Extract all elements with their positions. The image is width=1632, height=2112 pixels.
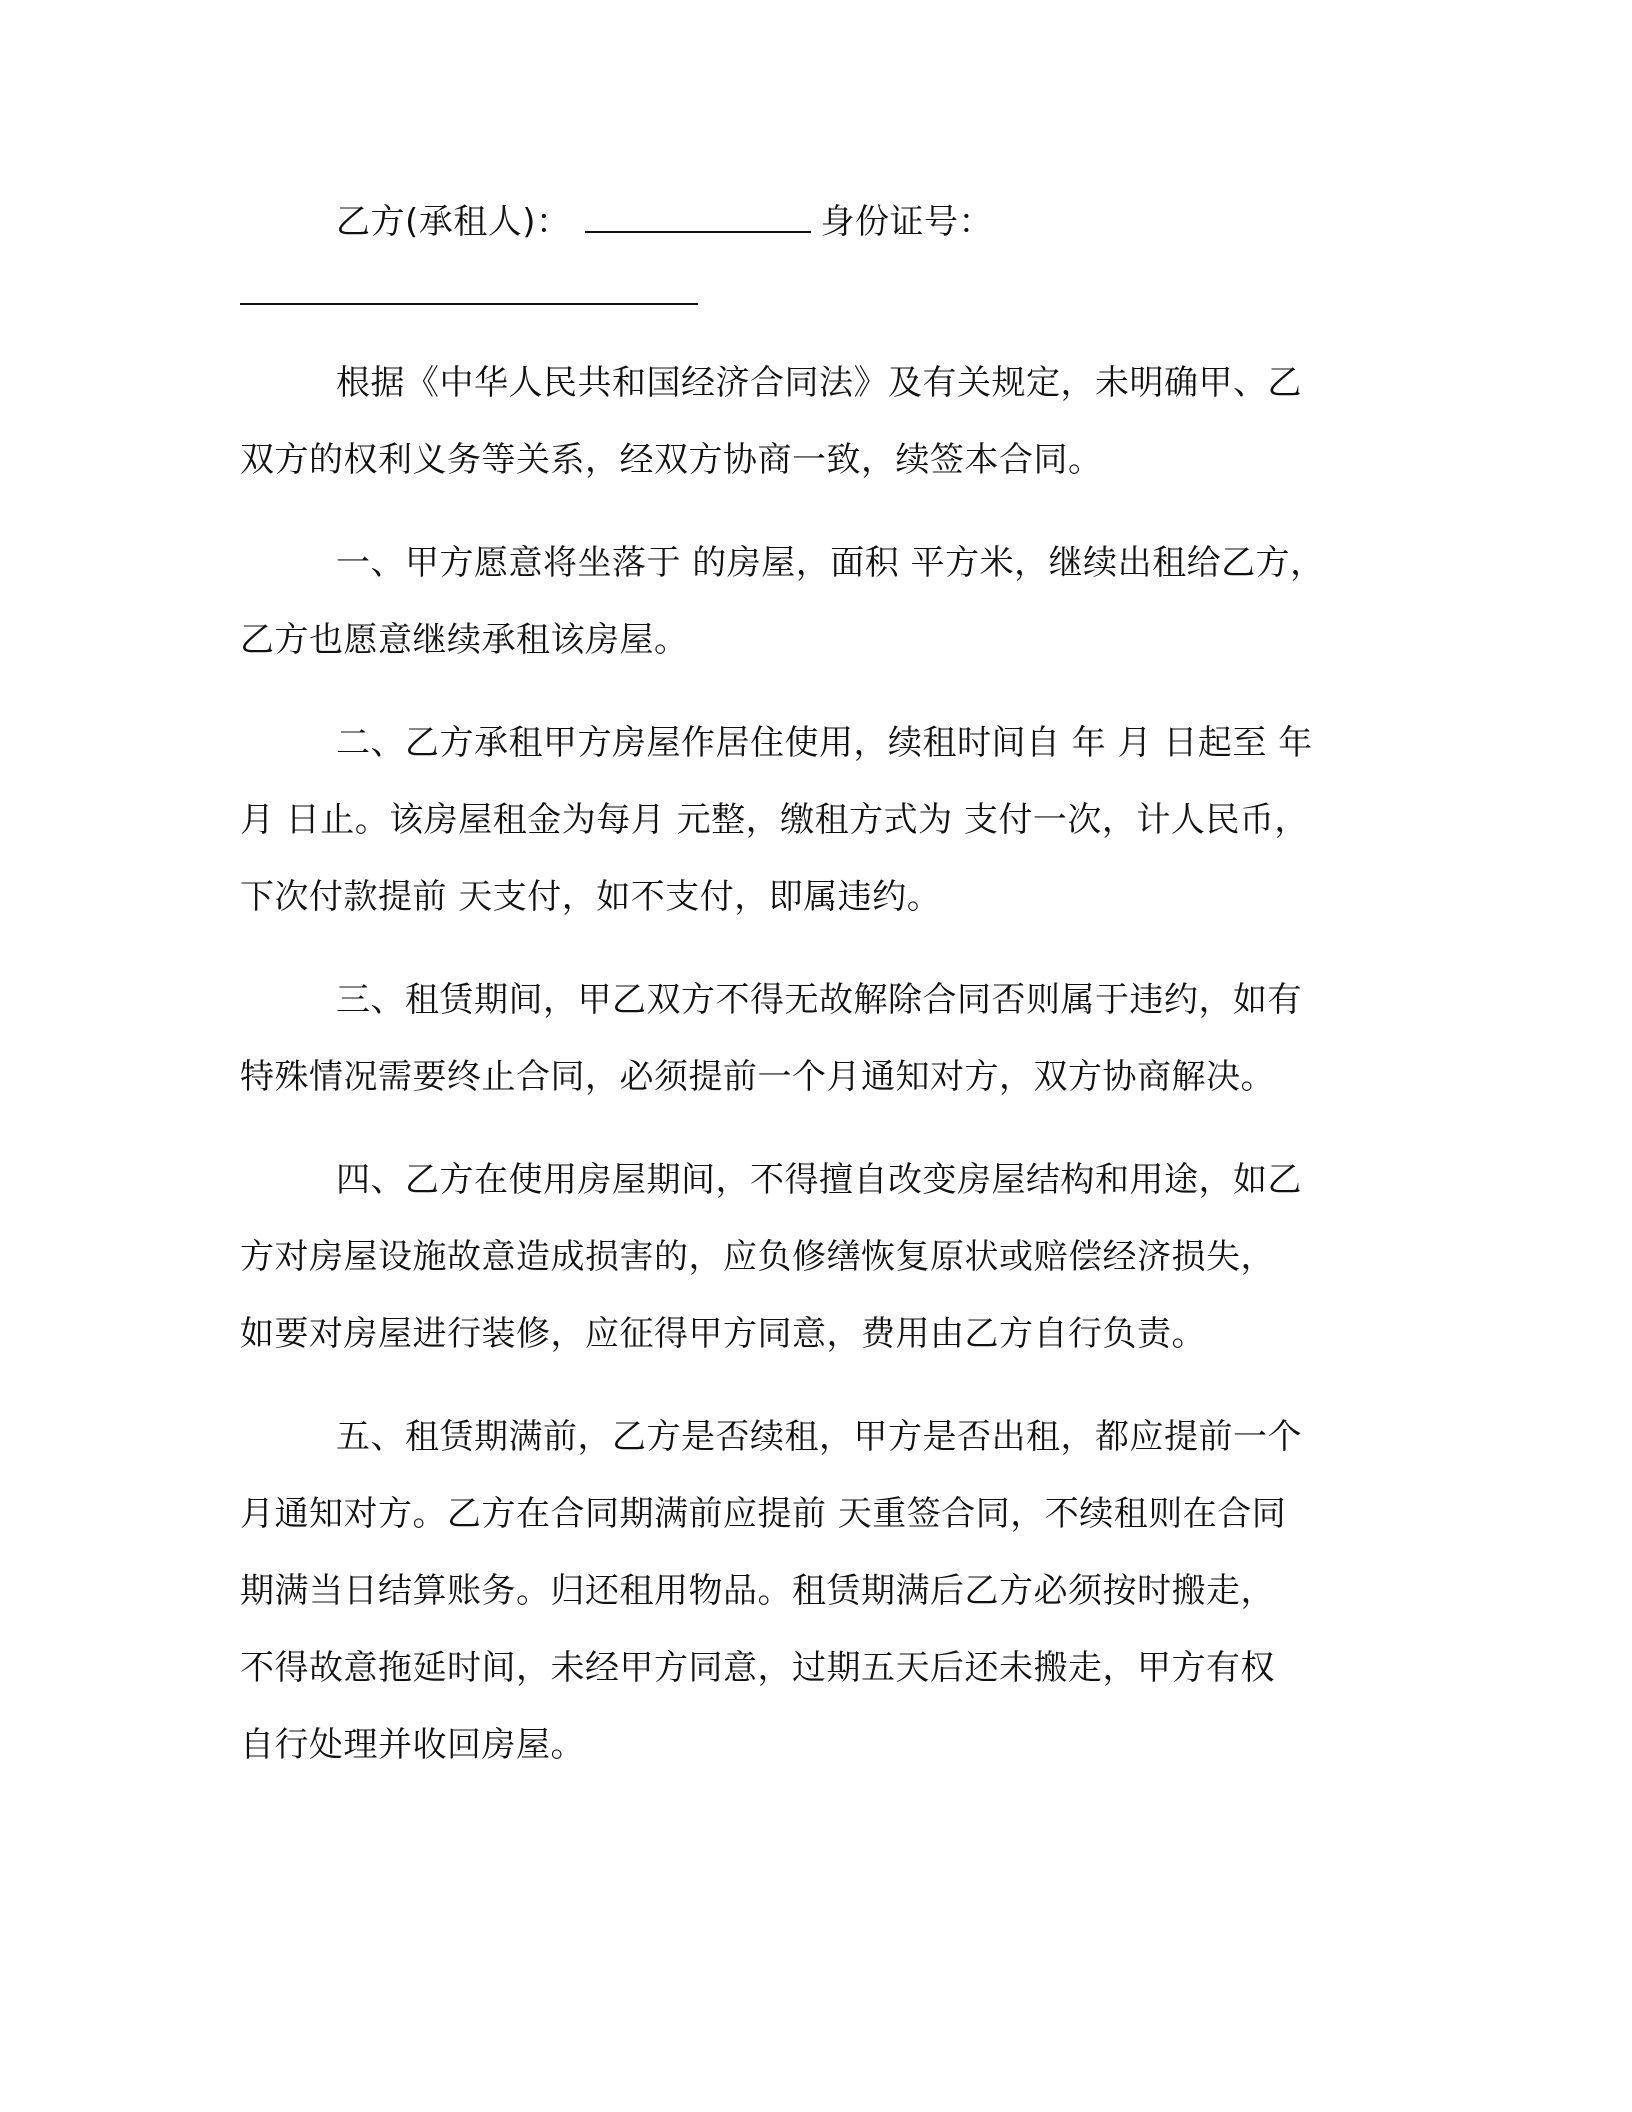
clause-1 [240, 525, 1375, 679]
paragraph-line: 双方的权利义务等关系，经双方协商一致，续签本合同。 [240, 440, 1103, 480]
paragraph-line: 二、乙方承租甲方房屋作居住使用，续租时间自 年 月 日起至 年 [336, 723, 1313, 763]
id-number-label: 身份证号： [820, 202, 994, 242]
clause-2 [240, 705, 1375, 936]
paragraph-line: 期满当日结算账务。归还租用物品。租赁期满后乙方必须按时搬走， [240, 1571, 1275, 1611]
paragraph-line: 乙方也愿意继续承租该房屋。 [240, 620, 689, 660]
paragraph-line: 五、租赁期满前，乙方是否续租，甲方是否出租，都应提前一个 [336, 1417, 1302, 1457]
id-number-blank [240, 303, 698, 305]
clause-3 [240, 962, 1375, 1116]
clause-5 [240, 1399, 1375, 1784]
paragraph-line: 月通知对方。乙方在合同期满前应提前 天重签合同，不续租则在合同 [240, 1494, 1287, 1534]
clause-4 [240, 1142, 1375, 1373]
paragraph-line: 三、租赁期间，甲乙双方不得无故解除合同否则属于违约，如有 [336, 980, 1302, 1020]
paragraph-line: 根据《中华人民共和国经济合同法》及有关规定，未明确甲、乙 [336, 363, 1302, 403]
intro-paragraph [240, 345, 1375, 499]
paragraph-line: 下次付款提前 天支付，如不支付，即属违约。 [240, 877, 942, 917]
party-b-name-blank [585, 229, 811, 233]
paragraph-line: 月 日止。该房屋租金为每月 元整，缴租方式为 支付一次，计人民币， [240, 800, 1309, 840]
paragraph-line: 四、乙方在使用房屋期间，不得擅自改变房屋结构和用途，如乙 [336, 1160, 1302, 1200]
paragraph-line: 方对房屋设施故意造成损害的，应负修缮恢复原状或赔偿经济损失， [240, 1237, 1275, 1277]
party-b-label: 乙方(承租人)： [336, 202, 571, 242]
paragraph-line: 一、甲方愿意将坐落于 的房屋，面积 平方米，继续出租给乙方， [336, 543, 1325, 583]
party-b-line [240, 184, 1375, 261]
paragraph-line: 不得故意拖延时间，未经甲方同意，过期五天后还未搬走，甲方有权 [240, 1648, 1275, 1688]
paragraph-line: 特殊情况需要终止合同，必须提前一个月通知对方，双方协商解决。 [240, 1057, 1275, 1097]
paragraph-line: 如要对房屋进行装修，应征得甲方同意，费用由乙方自行负责。 [240, 1314, 1206, 1354]
contract-body [240, 184, 1375, 1784]
paragraph-line: 自行处理并收回房屋。 [240, 1725, 585, 1765]
